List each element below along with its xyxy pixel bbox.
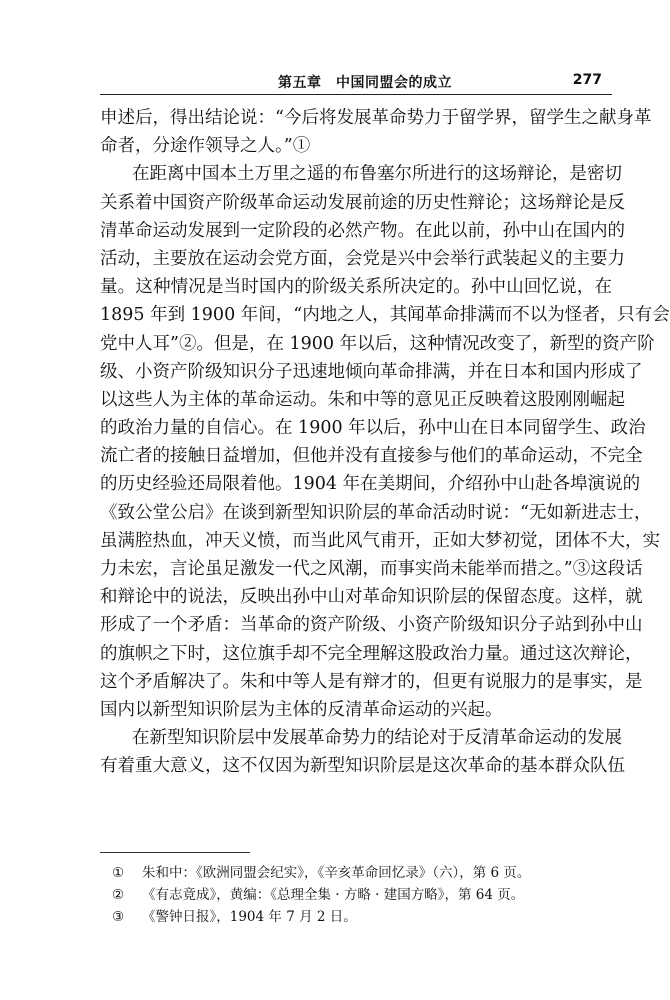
header-rule: [100, 94, 612, 95]
text-line: 有着重大意义，这不仅因为新型知识阶层是这次革命的基本群众队伍: [100, 756, 625, 777]
body-text: [100, 104, 670, 781]
text-line: 的政治力量的自信心。在 1900 年以后，孙中山在日本同留学生、政治: [100, 418, 646, 439]
text-line: 和辩论中的说法，反映出孙中山对革命知识阶层的保留态度。这样，就: [100, 587, 643, 608]
page-number: 277: [572, 72, 602, 88]
text-line: 命者，分途作领导之人。”①: [100, 136, 311, 157]
text-line: 虽满腔热血，冲天义愤，而当此风气甫开，正如大梦初觉，团体不大，实: [100, 530, 660, 551]
footnote-mark: ③: [112, 909, 125, 925]
text-line: 形成了一个矛盾：当革命的资产阶级、小资产阶级知识分子站到孙中山: [100, 615, 643, 636]
footnote-text: 朱和中：《欧洲同盟会纪实》，《辛亥革命回忆录》（六），第 6 页。: [142, 865, 531, 881]
text-line: 在距离中国本土万里之遥的布鲁塞尔所进行的这场辩论，是密切: [132, 164, 622, 185]
text-line: 清革命运动发展到一定阶段的必然产物。在此以前，孙中山在国内的: [100, 220, 625, 241]
text-line: 关系着中国资产阶级革命运动发展前途的历史性辩论；这场辩论是反: [100, 192, 625, 213]
footnote-text: 《警钟日报》，1904 年 7 月 2 日。: [142, 909, 357, 925]
text-line: 力未宏，言论虽足激发一代之风潮，而事实尚未能举而措之。”③这段话: [100, 559, 643, 579]
text-line: 党中人耳”②。但是，在 1900 年以后，这种情况改变了，新型的资产阶: [100, 333, 655, 354]
footnote-3: [112, 906, 612, 928]
footnote-text: 《有志竟成》，黄编：《总理全集 · 方略 · 建国方略》，第 64 页。: [142, 887, 525, 903]
text-line: 量。这种情况是当时国内的阶级关系所决定的。孙中山回忆说，在: [100, 277, 612, 298]
chapter-title: 第五章 中国同盟会的成立: [278, 75, 452, 91]
footnote-1: [112, 862, 612, 884]
text-line: 的旗帜之下时，这位旗手却不完全理解这股政治力量。通过这次辩论，: [100, 643, 643, 664]
footnote-rule: [100, 852, 250, 853]
text-line: 流亡者的接触日益增加，但他并没有直接参与他们的革命运动，不完全: [100, 446, 643, 467]
text-line: 国内以新型知识阶层为主体的反清革命运动的兴起。: [100, 699, 503, 720]
text-line: 1895 年到 1900 年间，“内地之人，其闻革命排满而不以为怪者，只有会: [100, 305, 670, 326]
text-line: 这个矛盾解决了。朱和中等人是有辩才的，但更有说服力的是事实，是: [100, 671, 643, 692]
footnote-mark: ②: [112, 887, 125, 903]
footnote-2: [112, 884, 612, 906]
text-line: 活动，主要放在运动会党方面，会党是兴中会举行武装起义的主要力: [100, 248, 625, 269]
footnote-mark: ①: [112, 865, 125, 881]
text-line: 《致公堂公启》在谈到新型知识阶层的革命活动时说：“无如新进志士，: [100, 502, 652, 523]
text-line: 在新型知识阶层中发展革命势力的结论对于反清革命运动的发展: [132, 728, 622, 749]
text-line: 申述后，得出结论说：“今后将发展革命势力于留学界，留学生之献身革: [100, 108, 652, 128]
running-header: [100, 70, 612, 92]
text-line: 级、小资产阶级知识分子迅速地倾向革命排满，并在日本和国内形成了: [100, 361, 643, 382]
text-line: 以这些人为主体的革命运动。朱和中等的意见正反映着这股刚刚崛起: [100, 389, 625, 410]
text-line: 的历史经验还局限着他。1904 年在美期间，介绍孙中山赴各埠演说的: [100, 474, 641, 495]
footnotes: [112, 862, 612, 928]
